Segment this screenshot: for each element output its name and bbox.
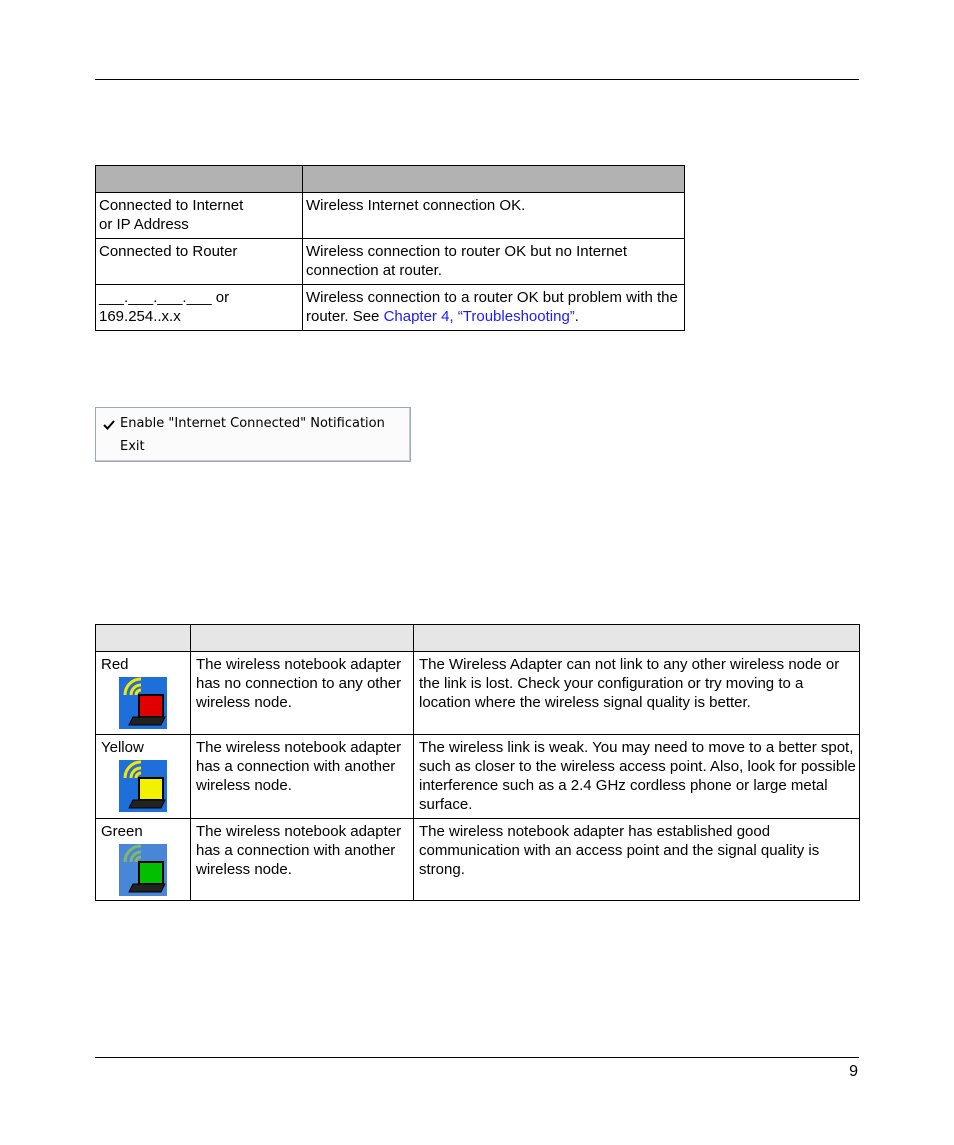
table-row [96,735,860,819]
connection-status-table [95,165,685,331]
meaning-cell [303,285,685,331]
table-row [96,652,860,735]
table-row [96,819,860,901]
color-label: Yellow [101,739,144,756]
description-cell: The wireless notebook adapter has a connection with another wireless node. [191,819,414,901]
table-row [96,239,685,285]
troubleshooting-link[interactable]: Chapter 4, “Troubleshooting” [383,308,575,325]
meaning-text: Wireless connection to a router OK but problem with the router. See [306,289,678,325]
color-cell [96,819,191,901]
table-header-row [96,166,685,193]
page-number: 9 [849,1063,858,1080]
red-notebook-icon [119,677,167,729]
table-row [96,285,685,331]
meaning-cell: Wireless Internet connection OK. [303,193,685,239]
detail-cell: The wireless link is weak. You may need to move to a better spot, such as closer to the wireless access point. Also, look for possible interference such as a 2.4 GHz cordless phone or large metal surface. [414,735,860,819]
tray-context-menu [95,407,411,462]
adapter-status-table [95,624,860,901]
exit-menu-item[interactable]: Exit [120,439,145,454]
enable-notification-menu-item[interactable]: Enable "Internet Connected" Notification [120,416,385,431]
header-rule [95,79,859,80]
table-row [96,193,685,239]
detail-cell: The wireless notebook adapter has established good communication with an access point and the signal quality is strong. [414,819,860,901]
footer-rule [95,1057,859,1058]
checkmark-icon [103,419,115,431]
color-label: Red [101,656,129,673]
status-cell: Connected to Router [96,239,303,285]
description-cell: The wireless notebook adapter has no connection to any other wireless node. [191,652,414,735]
detail-cell: The Wireless Adapter can not link to any other wireless node or the link is lost. Check your configuration or try moving to a location where the wireless signal quality is better. [414,652,860,735]
meaning-suffix: . [574,308,579,325]
status-cell: Connected to Internet or IP Address [96,193,303,239]
status-cell: ___.___.___.___ or 169.254..x.x [96,285,303,331]
green-notebook-icon [119,844,167,896]
description-cell: The wireless notebook adapter has a connection with another wireless node. [191,735,414,819]
yellow-notebook-icon [119,760,167,812]
color-cell [96,652,191,735]
table-header-row [96,625,860,652]
meaning-cell: Wireless connection to router OK but no Internet connection at router. [303,239,685,285]
color-label: Green [101,823,143,840]
color-cell [96,735,191,819]
